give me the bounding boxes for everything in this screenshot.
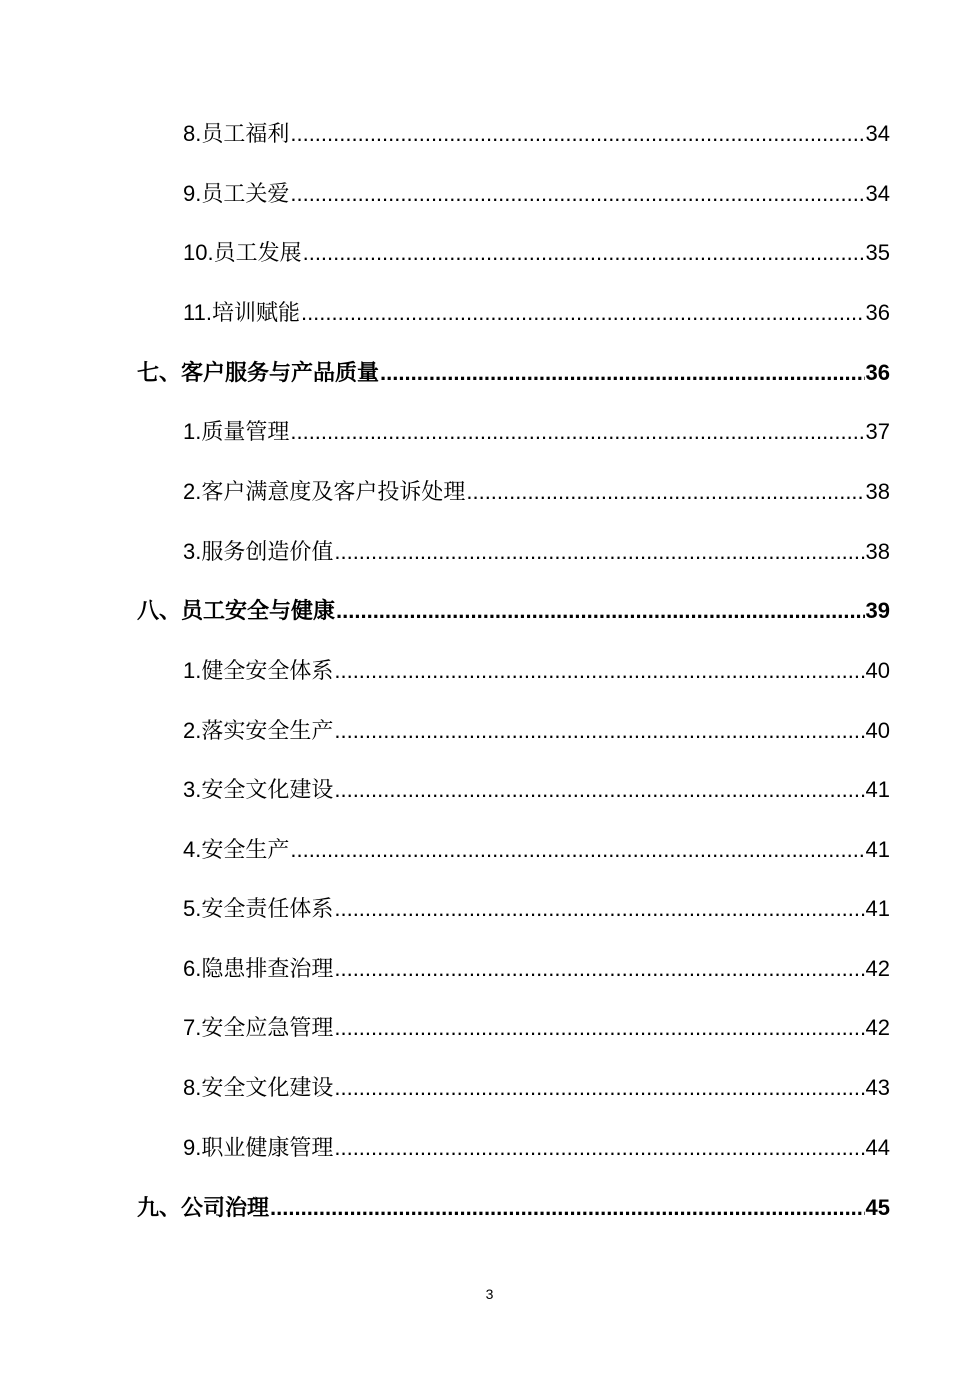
dot-leader: [466, 474, 864, 510]
toc-entry[interactable]: [183, 474, 890, 510]
toc-entry-title: 九、公司治理: [137, 1195, 270, 1220]
toc-entry-title: 3.服务创造价值: [183, 539, 334, 564]
toc-entry-title: 1.质量管理: [183, 419, 290, 444]
toc-entry-title: 2.落实安全生产: [183, 718, 334, 743]
toc-entry-title: 6.隐患排查治理: [183, 956, 334, 981]
toc-entry-page: 42: [865, 1015, 890, 1040]
toc-entry-page: 35: [865, 240, 890, 265]
dot-leader: [303, 235, 865, 271]
dot-leader: [334, 951, 864, 987]
toc-entry[interactable]: [183, 951, 890, 987]
toc-entry-title: 八、员工安全与健康: [137, 598, 336, 623]
dot-leader: [290, 414, 864, 450]
toc-entry[interactable]: [183, 176, 890, 212]
dot-leader: [290, 176, 864, 212]
toc-entry-page: 41: [865, 837, 890, 862]
toc-entry[interactable]: [183, 891, 890, 927]
page-number: 3: [485, 1286, 494, 1302]
toc-entry-title: 10.员工发展: [183, 240, 302, 265]
toc-entry[interactable]: [183, 713, 890, 749]
toc-entry-page: 38: [865, 539, 890, 564]
dot-leader: [336, 593, 865, 629]
toc-entry-page: 36: [865, 300, 890, 325]
dot-leader: [290, 832, 864, 868]
dot-leader: [334, 713, 864, 749]
toc-entry[interactable]: [183, 235, 890, 271]
toc-entry-page: 34: [865, 121, 890, 146]
dot-leader: [334, 1070, 864, 1106]
toc-entry[interactable]: [183, 1070, 890, 1106]
toc-entry[interactable]: [183, 1010, 890, 1046]
toc-entry-title: 七、客户服务与产品质量: [137, 360, 380, 385]
toc-entry-page: 41: [865, 896, 890, 921]
toc-entry[interactable]: [183, 1130, 890, 1166]
toc-entry[interactable]: [183, 295, 890, 331]
toc-entry[interactable]: [183, 653, 890, 689]
toc-entry-page: 37: [865, 419, 890, 444]
toc-chapter-entry[interactable]: [137, 355, 890, 391]
dot-leader: [334, 891, 864, 927]
toc-entry-page: 41: [865, 777, 890, 802]
dot-leader: [334, 653, 864, 689]
toc-entry-page: 34: [865, 181, 890, 206]
dot-leader: [334, 1130, 864, 1166]
toc-chapter-entry[interactable]: [137, 593, 890, 629]
toc-entry[interactable]: [183, 534, 890, 570]
toc-entry-title: 9.员工关爱: [183, 181, 290, 206]
toc-entry-title: 3.安全文化建设: [183, 777, 334, 802]
toc-entry-page: 38: [865, 479, 890, 504]
toc-entry-title: 1.健全安全体系: [183, 658, 334, 683]
toc-entry-page: 40: [865, 658, 890, 683]
toc-entry-page: 43: [865, 1075, 890, 1100]
toc-chapter-entry[interactable]: [137, 1190, 890, 1226]
toc-entry-title: 2.客户满意度及客户投诉处理: [183, 479, 466, 504]
dot-leader: [334, 772, 864, 808]
toc-entry[interactable]: [183, 414, 890, 450]
toc-entry-page: 40: [865, 718, 890, 743]
dot-leader: [270, 1190, 865, 1226]
toc-entry-page: 36: [865, 360, 890, 385]
toc-entry-title: 11.培训赋能: [183, 300, 300, 325]
dot-leader: [301, 295, 865, 331]
dot-leader: [334, 1010, 864, 1046]
toc-entry-title: 9.职业健康管理: [183, 1135, 334, 1160]
toc-entry[interactable]: [183, 832, 890, 868]
toc-entry[interactable]: [183, 116, 890, 152]
toc-entry-page: 39: [865, 598, 890, 623]
dot-leader: [290, 116, 864, 152]
toc-entry-page: 45: [865, 1195, 890, 1220]
dot-leader: [334, 534, 864, 570]
toc-entry[interactable]: [183, 772, 890, 808]
toc-entry-title: 8.安全文化建设: [183, 1075, 334, 1100]
toc-entry-title: 7.安全应急管理: [183, 1015, 334, 1040]
toc-entry-page: 44: [865, 1135, 890, 1160]
dot-leader: [380, 355, 865, 391]
toc-entry-title: 5.安全责任体系: [183, 896, 334, 921]
toc-entry-page: 42: [865, 956, 890, 981]
toc-entry-title: 8.员工福利: [183, 121, 290, 146]
toc-entry-title: 4.安全生产: [183, 837, 290, 862]
